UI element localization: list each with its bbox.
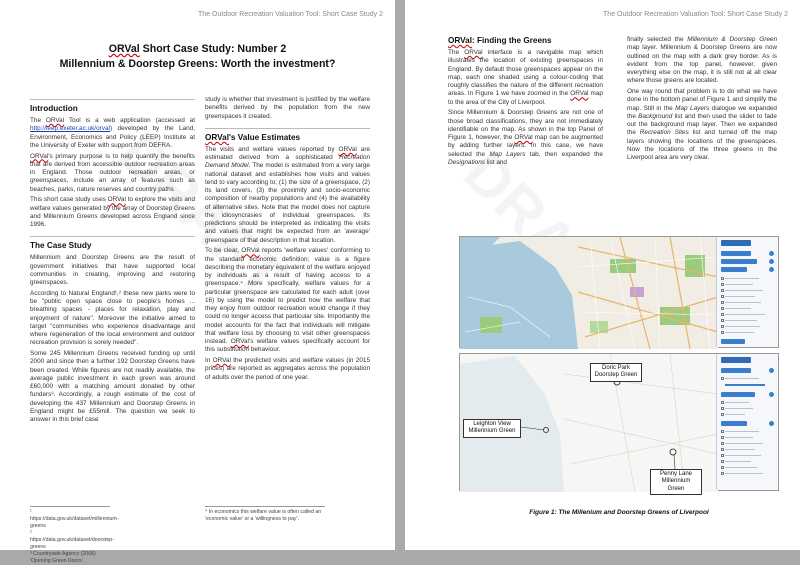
- orval-brand: ORVal: [514, 134, 533, 141]
- layer-checkbox[interactable]: [721, 442, 724, 445]
- figure-caption: Figure 1: The Millenium and Doorstep Greens of Liverpool: [529, 509, 709, 516]
- value-estimates-heading: ORVal's Value Estimates: [205, 132, 301, 142]
- layer-checkbox[interactable]: [721, 277, 724, 280]
- finding-paragraph-2: Since Millennium & Doorstep Greens are not one of those broad classifications, they are not immediately identifiable on the map. As shown in the top Panel of Figure 1, however, the ORVal map can be augmented by adding further layers. In this case, we have selected the Map Layers tab, then expanded the Designations list and: [448, 109, 603, 166]
- orval-brand: ORVal: [108, 43, 140, 55]
- divider: [30, 99, 195, 100]
- layer-checkbox[interactable]: [721, 319, 724, 322]
- title-text: Short Case Study: Number 2: [139, 43, 287, 55]
- footnote-3: ³ Countryside Agency (2006) 'Opening Green Doors'.: [30, 551, 96, 564]
- orval-brand: ORVal: [45, 117, 65, 124]
- expand-icon[interactable]: [769, 267, 774, 272]
- map-layers-tab[interactable]: [721, 357, 751, 363]
- orval-brand: ORVal: [30, 152, 49, 160]
- orval-brand: ORVal: [212, 357, 231, 364]
- case-study-continued: study is whether that investment is justified by the welfare benefits derived by the population from the new greenspaces it created.: [205, 96, 370, 120]
- map-layers-tab[interactable]: [721, 240, 751, 246]
- layer-checkbox[interactable]: [721, 460, 724, 463]
- value-paragraph-3: In ORVal the predicted visits and welfare values (in 2015 prices) are reported as aggregates across the population of adults over the period of one year.: [205, 357, 370, 381]
- layer-checkbox[interactable]: [721, 377, 724, 380]
- callout-leighton-view: Leighton View Millennium Green: [463, 419, 521, 438]
- panel-section-header[interactable]: [721, 339, 745, 344]
- footnote-1: ¹ https://data.gov.uk/dataset/millennium-greens: [30, 509, 119, 529]
- orval-brand: ORVal: [338, 145, 357, 153]
- case-study-paragraph-1: Millennium and Doorstep Greens are the result of government initiatives that have supported local communities in creating, improving and restoring greenspaces.: [30, 254, 195, 286]
- running-head: The Outdoor Recreation Valuation Tool: Short Case Study 2: [603, 11, 788, 18]
- layer-checkbox[interactable]: [721, 407, 724, 410]
- callout-penny-lane: Penny Lane Millennium Green: [650, 469, 702, 495]
- finding-heading: ORVal: Finding the Greens: [448, 36, 552, 45]
- left-page: [0, 0, 395, 564]
- panel-section-header[interactable]: [721, 259, 757, 264]
- callout-doric-park: Doric Park Doorstep Green: [590, 363, 642, 382]
- left-column-2: [205, 96, 370, 384]
- value-paragraph-2: To be clear, ORVal reports 'welfare values' conforming to the standard economic definition; value is a figure describing the monetary equivalent of the welfare enjoyed by individuals as a result of having access to a greenspace.⁴ More specifically, welfare values for a particular greenspace are calculated for each adult (over 16) by using the model to predict how the welfare that they enjoy from outdoor recreation would change if they could no longer access that particular site. Importantly the model accounts for the fact that individuals will mitigate that welfare loss by choosing to visit other greenspaces instead. ORVal's welfare values specifically account for this substitution behaviour.: [205, 247, 370, 354]
- layer-checkbox[interactable]: [721, 331, 724, 334]
- liverpool-map-full: [460, 237, 718, 349]
- orval-brand: ORVal: [241, 247, 260, 255]
- layer-checkbox[interactable]: [721, 454, 724, 457]
- orval-link[interactable]: http://leep.exeter.ac.uk/orval: [30, 125, 110, 133]
- right-column-1: [448, 36, 603, 170]
- layer-checkbox[interactable]: [721, 430, 724, 433]
- orval-brand: ORVal: [570, 90, 589, 98]
- layer-checkbox[interactable]: [721, 301, 724, 304]
- orval-brand: ORVal: [230, 338, 249, 345]
- layer-checkbox[interactable]: [721, 325, 724, 328]
- layer-checkbox[interactable]: [721, 448, 724, 451]
- value-paragraph-1: The visits and welfare values reported by ORVal are estimated derived from a sophisticated Recreation Demand Model. The model is estimated from a very large national dataset and establishes how visits and values tend to vary according to; (1) the size of a greenspace, (2) its land covers, (3) the proximity and socio-economic composition of nearby populations and (4) the availability of alternative sites. Note that the model does not capture the idiosyncrasies of individual greenspaces. Its predictions should be interpreted as indicating the visits and values that might be expected from an 'average' greenspace of that description in that location.: [205, 145, 371, 244]
- expand-icon[interactable]: [769, 259, 774, 264]
- finding-paragraph-3: finally selected the Millennium & Doorstep Green map layer. Millennium & Doorstep Greens are now outlined on the map with a dark grey border. As is evident from the top panel, however, given everything else on the map, it is still not at all clear where those greens are located.: [627, 36, 777, 85]
- finding-paragraph-4: One way round that problem is to do what we have done in the bottom panel of Figure 1 and simplify the map. Still in the Map Layers dialogue we expanded the Background list and then used the slider to fade out the background map layer. Then we expanded the Recreation Sites list and turned off the map layers showing the locations of the greenspaces. Now the locations of the three greens in the Liverpool area are very clear.: [627, 88, 777, 161]
- right-page: [405, 0, 800, 550]
- layer-checkbox[interactable]: [721, 307, 724, 310]
- divider: [30, 236, 195, 237]
- expand-icon[interactable]: [769, 251, 774, 256]
- layer-checkbox[interactable]: [721, 295, 724, 298]
- panel-section-header[interactable]: [721, 267, 747, 272]
- layer-checkbox[interactable]: [721, 401, 724, 404]
- introduction-heading: Introduction: [30, 104, 78, 113]
- case-study-heading: The Case Study: [30, 241, 92, 251]
- expand-icon[interactable]: [769, 392, 774, 397]
- left-column-1: [30, 96, 195, 427]
- panel-section-header[interactable]: [721, 251, 751, 256]
- recreation-sites-header[interactable]: [721, 392, 755, 397]
- layer-checkbox[interactable]: [721, 413, 724, 416]
- footnote-4: ⁴ In economics this welfare value is often called an 'economic value' or a 'willingness to pay'.: [205, 506, 325, 523]
- layer-checkbox[interactable]: [721, 472, 724, 475]
- right-column-2: [627, 36, 777, 165]
- orval-brand: ORVal: [107, 196, 126, 204]
- layer-checkbox[interactable]: [721, 436, 724, 439]
- intro-paragraph-1: The ORVal Tool is a web application (accessed at http://leep.exeter.ac.uk/orval) developed by the Land, Environment, Economics and Policy (LEEP) Institute at the University of Exeter with support from DEFRA.: [30, 117, 195, 149]
- orval-brand: ORVal: [464, 49, 483, 56]
- designations-header[interactable]: [721, 421, 747, 426]
- document-title-line2: Millennium & Doorstep Greens: Worth the investment?: [59, 58, 336, 70]
- map-layers-panel[interactable]: [716, 354, 778, 490]
- finding-paragraph-1: The ORVal interface is a navigable map which illustrates the location of existing greenspaces in England. By default those greenspaces appear on the map, each one shaded using a colour-coding that roughly classifies the nature of the different recreation areas. In Figure 1 we have zoomed in the ORVal map to the area of the City of Liverpool.: [448, 49, 603, 106]
- layer-checkbox[interactable]: [721, 466, 724, 469]
- layer-checkbox[interactable]: [721, 283, 724, 286]
- running-head: The Outdoor Recreation Valuation Tool: Short Case Study 2: [198, 11, 383, 18]
- expand-icon[interactable]: [769, 368, 774, 373]
- case-study-paragraph-3: Some 245 Millennium Greens received funding up until 2000 and since then a further 192 Doorstep Greens have been created. While figures are not readily available, the average public investment in each green was around £60,000 with a matching amount donated by other funders³. Accordingly, a rough estimate of the cost of developing the 437 Millennium and Doorstep Greens in England might be £55mill. The question we seek to answer in this brief case: [30, 350, 195, 423]
- expand-icon[interactable]: [769, 421, 774, 426]
- map-screenshot-top: [459, 236, 779, 348]
- layer-checkbox[interactable]: [721, 289, 724, 292]
- intro-paragraph-3: This short case study uses ORVal to explore the visits and welfare values generated by the array of Doorstep Greens and Millennium Greens developed across England since 1996.: [30, 196, 195, 228]
- divider: [205, 128, 370, 129]
- opacity-slider[interactable]: [725, 384, 765, 386]
- intro-paragraph-2: ORVal's primary purpose is to help quantify the benefits that are derived from accessible outdoor recreation areas in England. Those outdoor recreation areas, or greenspaces, include an array of features such as beaches, parks, nature reserves and country paths: [30, 152, 195, 193]
- case-study-paragraph-2: According to Natural England¹,² these new parks were to be "public open space close to people's homes ... breathing spaces - places for relaxation, play and enjoyment of nature". Moreover the initiative aimed to target "communities who experience disadvantage and where regeneration of the local environment and outdoor recreation provision is sorely needed".: [30, 289, 195, 347]
- footnote-2: ² https://data.gov.uk/dataset/doorstep-greens: [30, 530, 114, 550]
- footnotes-left: [30, 506, 119, 565]
- layer-checkbox[interactable]: [721, 313, 724, 316]
- map-screenshot-bottom: [459, 353, 779, 491]
- map-layers-panel[interactable]: [716, 237, 778, 347]
- background-header[interactable]: [721, 368, 751, 373]
- document-title-line1: [20, 43, 375, 55]
